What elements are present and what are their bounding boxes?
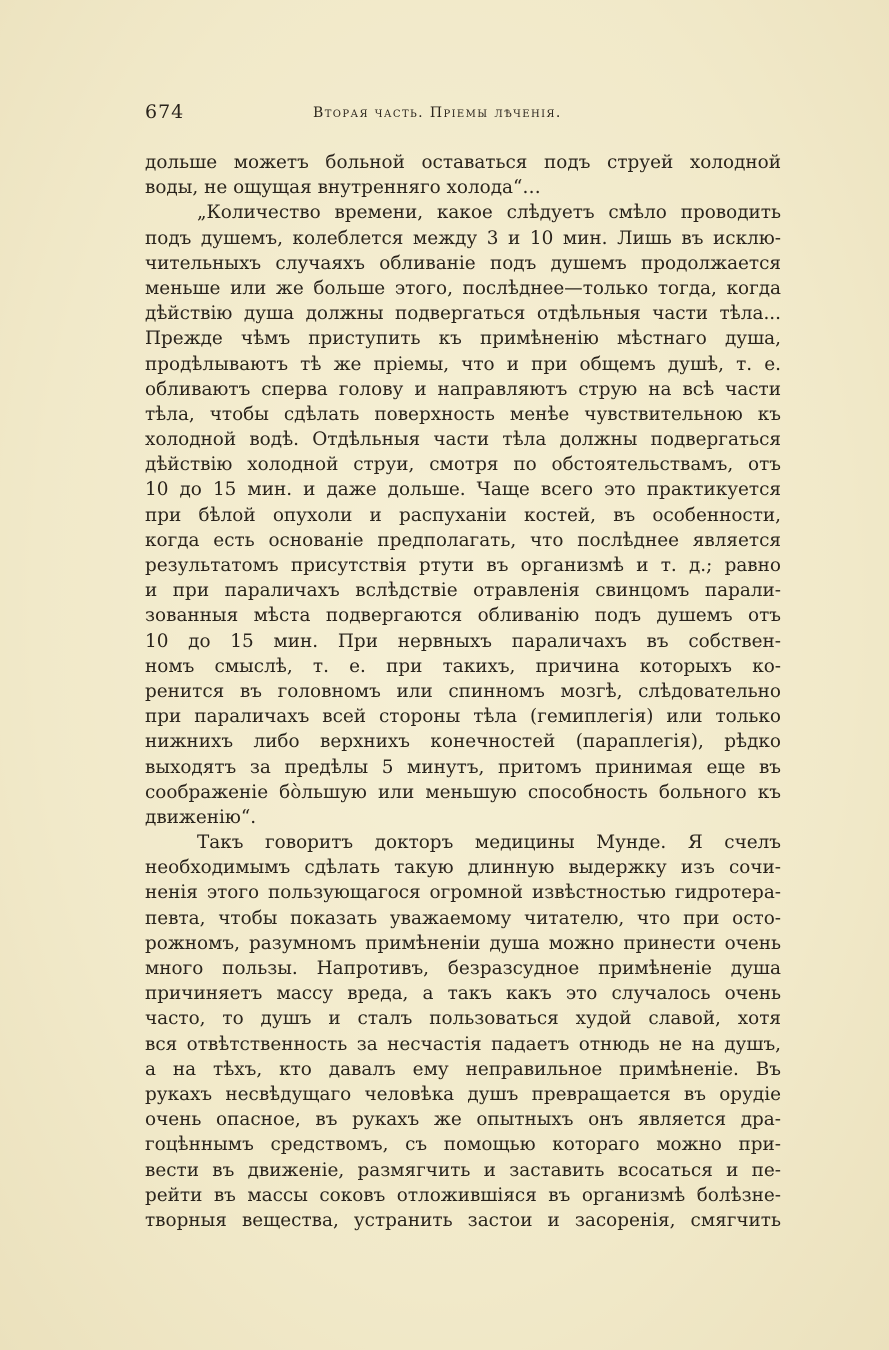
text-line: рукахъ несвѣдущаго человѣка душъ превращается въ орудіе	[145, 1083, 781, 1105]
text-line: часто, то душъ и сталъ пользоваться худой славой, хотя	[145, 1008, 781, 1030]
text-line: тѣла, чтобы сдѣлать поверхность менѣе чувствительною къ	[145, 403, 781, 425]
text-line: подъ душемъ, колеблется между 3 и 10 мин. Лишь въ исклю-	[145, 227, 781, 249]
text-line: продѣлываютъ тѣ же пріемы, что и при общемъ душѣ, т. е.	[145, 353, 781, 375]
text-line: причиняетъ массу вреда, а такъ какъ это случалось очень	[145, 983, 781, 1005]
text-line: дѣйствію душа должны подвергаться отдѣльныя части тѣла...	[145, 303, 781, 325]
text-line: Прежде чѣмъ приступить къ примѣненію мѣстнаго душа,	[145, 328, 781, 350]
text-line: зованныя мѣста подвергаются обливанію подъ душемъ отъ	[145, 605, 781, 627]
text-line: движенію“.	[145, 806, 257, 828]
text-line: ненія этого пользующагося огромной извѣстностью гидротера-	[145, 882, 781, 904]
text-line: певта, чтобы показать уважаемому читателю, что при осто-	[145, 907, 781, 929]
text-line: дѣйствію холодной струи, смотря по обстоятельствамъ, отъ	[145, 454, 781, 476]
text-line: Такъ говоритъ докторъ медицины Мунде. Я счелъ	[197, 832, 781, 854]
text-line: вся отвѣтственность за несчастія падаетъ отнюдь не на душъ,	[145, 1033, 781, 1055]
text-line: нижнихъ либо верхнихъ конечностей (параплегія), рѣдко	[145, 731, 781, 753]
text-line: когда есть основаніе предполагать, что послѣднее является	[145, 529, 781, 551]
text-line: рожномъ, разумномъ примѣненіи душа можно принести очень	[145, 932, 781, 954]
text-line: и при параличахъ вслѣдствіе отравленія свинцомъ парали-	[145, 580, 781, 602]
text-line: соображеніе бо̀льшую или меньшую способность больного къ	[145, 781, 781, 803]
text-line: обливаютъ сперва голову и направляютъ струю на всѣ части	[145, 378, 781, 400]
text-line: очень опасное, въ рукахъ же опытныхъ онъ является дра-	[145, 1109, 781, 1131]
text-line: при бѣлой опухоли и распуханіи костей, въ особенности,	[145, 504, 781, 526]
running-header	[145, 101, 785, 129]
page-number: 674	[145, 101, 185, 123]
text-line: „Количество времени, какое слѣдуетъ смѣло проводить	[197, 202, 781, 224]
text-line: творныя вещества, устранить застои и засоренія, смягчить	[145, 1209, 781, 1231]
text-line: номъ смыслѣ, т. е. при такихъ, причина которыхъ ко-	[145, 655, 781, 677]
text-line: холодной водѣ. Отдѣльныя части тѣла должны подвергаться	[145, 429, 781, 451]
text-line: результатомъ присутствія ртути въ организмѣ и т. д.; равно	[145, 555, 781, 576]
text-line: а на тѣхъ, кто давалъ ему неправильное примѣненіе. Въ	[145, 1058, 781, 1080]
text-line: дольше можетъ больной оставаться подъ струей холодной	[145, 152, 781, 173]
text-line: чительныхъ случаяхъ обливаніе подъ душемъ продолжается	[145, 252, 781, 274]
text-line: много пользы. Напротивъ, безразсудное примѣненіе душа	[145, 958, 781, 979]
text-line: меньше или же больше этого, послѣднее—только тогда, когда	[145, 277, 781, 299]
text-line: при параличахъ всей стороны тѣла (гемиплегія) или только	[145, 706, 781, 728]
text-line: рейти въ массы соковъ отложившіяся въ организмѣ болѣзне-	[145, 1184, 781, 1206]
text-line: 10 до 15 мин. При нервныхъ параличахъ въ собствен-	[145, 630, 781, 652]
body-text	[145, 150, 781, 1233]
text-line: ренится въ головномъ или спинномъ мозгѣ, слѣдовательно	[145, 680, 781, 702]
text-line: гоцѣннымъ средствомъ, съ помощью котораго можно при-	[145, 1134, 781, 1156]
text-line: вести въ движеніе, размягчить и заставить всосаться и пе-	[145, 1159, 781, 1181]
text-line: необходимымъ сдѣлать такую длинную выдержку изъ сочи-	[145, 857, 781, 879]
text-line: воды, не ощущая внутренняго холода“…	[145, 177, 541, 199]
text-line: 10 до 15 мин. и даже дольше. Чаще всего это практикуется	[145, 479, 781, 501]
text-line: выходятъ за предѣлы 5 минутъ, притомъ принимая еще въ	[145, 756, 781, 778]
running-title: Вторая часть. Пріемы лѣченія.	[313, 105, 562, 121]
